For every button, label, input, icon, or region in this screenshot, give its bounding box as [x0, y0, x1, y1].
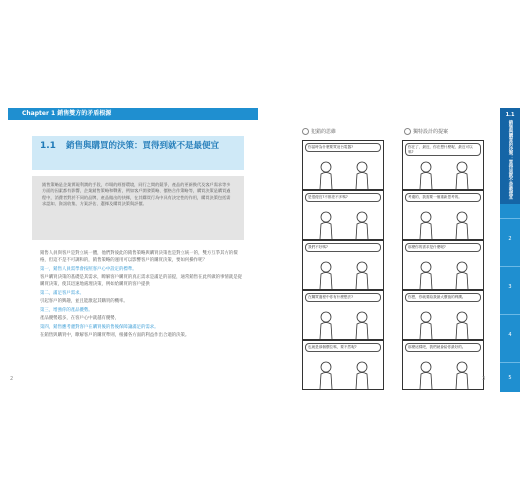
body-point: 第一，銷售人員需學會按照客戶心中設定的標準。	[40, 266, 137, 272]
speech-bubble: 在購買過程中你有什麼想法?	[305, 293, 381, 302]
side-tab-section-3[interactable]: 3	[500, 266, 520, 306]
comic-panel	[402, 290, 484, 340]
figure-illustration	[304, 359, 384, 389]
speech-bubble: 也就是那個價位嗎，要不然呢?	[305, 343, 381, 352]
comic-panel	[302, 240, 384, 290]
right-page-number: 3	[482, 376, 486, 382]
figure-illustration	[404, 259, 484, 289]
body-paragraph: 產品優勢越多，在客戶心中就越有優勢，	[40, 316, 120, 321]
side-tab-active-number: 1.1	[505, 112, 515, 118]
left-column-label: 犯錯的思維	[302, 128, 336, 135]
side-tab-section-5[interactable]: 5	[500, 362, 520, 392]
speech-bubble: 我們不好嗎?	[305, 243, 381, 252]
speech-bubble: 是很便宜?不都差不多嗎?	[305, 193, 381, 202]
figure-illustration	[404, 159, 484, 189]
speech-bubble: 你在了，最近，你在想什麼呢，最近可以嗎?	[405, 143, 481, 156]
body-paragraph: 在銷售與購買中，瞭解客戶的購買準則，根據各方面的利益作出合適的決策。	[40, 333, 190, 338]
speech-bubble: 那麼你的需求是什麼呢?	[405, 243, 481, 252]
speech-bubble: 你想，你就要給我最大價值的利潤。	[405, 293, 481, 302]
comic-panel	[302, 290, 384, 340]
body-paragraph: 銷售人員與客戶是對立統一體，他們對彼此的銷售策略與購買決策也是對立統一的，雙方互爭其方的價格，但這不是不可調和的，銷售策略的運用可以影響客戶的購買決策，要如何操作呢？	[40, 251, 238, 263]
body-text	[40, 250, 244, 341]
figure-illustration	[304, 159, 384, 189]
summary-text: 銷售策略是企業實現利潤的手段，市場的經營環境，同行之間的競爭，產品的更新換代及客戶需求等多方面的因素都有影響，企業銷售策略和戰術，例如客戶開發策略、價格合作策略等，購買決策是購買過程中，消費者對於不同的品牌，產品做出的抉擇，在其購買行為中具有決定性的作用，購買決策包括需求認知、資訊收集、方案評估、選擇及購買決策與評價。	[42, 182, 231, 207]
figure-illustration	[304, 209, 384, 239]
body-paragraph: 客戶購買決策的基礎是其需求，瞭解客戶購買的真正需求是滿足的前提，通常銷售在此所做的事情就是從購買決策，使其迅速地處理決策，例如給購買的客戶提供	[40, 275, 242, 287]
figure-illustration	[404, 309, 484, 339]
comic-panel	[402, 240, 484, 290]
body-paragraph: 引起客戶的興趣，並且能激起其購買的機率。	[40, 299, 128, 304]
circle-icon	[302, 128, 309, 135]
speech-bubble: 那麼這樣吧，我們就會給你最好的。	[405, 343, 481, 352]
section-number: 1.1	[40, 141, 56, 151]
comic-panel	[402, 140, 484, 190]
chapter-label: Chapter 1 銷售雙方的矛盾根源	[22, 110, 112, 117]
comic-panel	[402, 340, 484, 390]
side-tab-active-section[interactable]	[500, 108, 520, 204]
side-tab-section-4[interactable]: 4	[500, 314, 520, 354]
chapter-header-bar	[8, 108, 258, 120]
body-point: 第二，滿足客戶需求。	[40, 290, 84, 296]
comic-panel	[302, 140, 384, 190]
figure-illustration	[304, 309, 384, 339]
comic-panel	[302, 190, 384, 240]
speech-bubble: 考慮的，我需要一個重新思考的。	[405, 193, 481, 202]
comic-panel	[302, 340, 384, 390]
summary-box	[32, 176, 244, 240]
figure-illustration	[404, 209, 484, 239]
circle-icon	[404, 128, 411, 135]
right-column-label: 獨特設計的提案	[404, 128, 448, 135]
comic-panel	[402, 190, 484, 240]
left-page-number: 2	[10, 376, 14, 382]
figure-illustration	[304, 259, 384, 289]
chapter-side-tab	[500, 108, 520, 392]
body-point: 第四，銷售應考慮對客戶在購買後的售後保障讓滿足的需求。	[40, 324, 159, 330]
side-tab-active-text: 銷售與購買的決策：買得到就不是最便宜	[508, 120, 513, 200]
section-title: 銷售與購買的決策：買得到就不是最便宜	[66, 141, 220, 151]
speech-bubble: 你當時為什麼要買這台電器?	[305, 143, 381, 152]
side-tab-section-2[interactable]: 2	[500, 218, 520, 258]
body-point: 第三，增強你的產品優勢。	[40, 307, 93, 313]
section-heading-box	[32, 136, 244, 170]
figure-illustration	[404, 359, 484, 389]
